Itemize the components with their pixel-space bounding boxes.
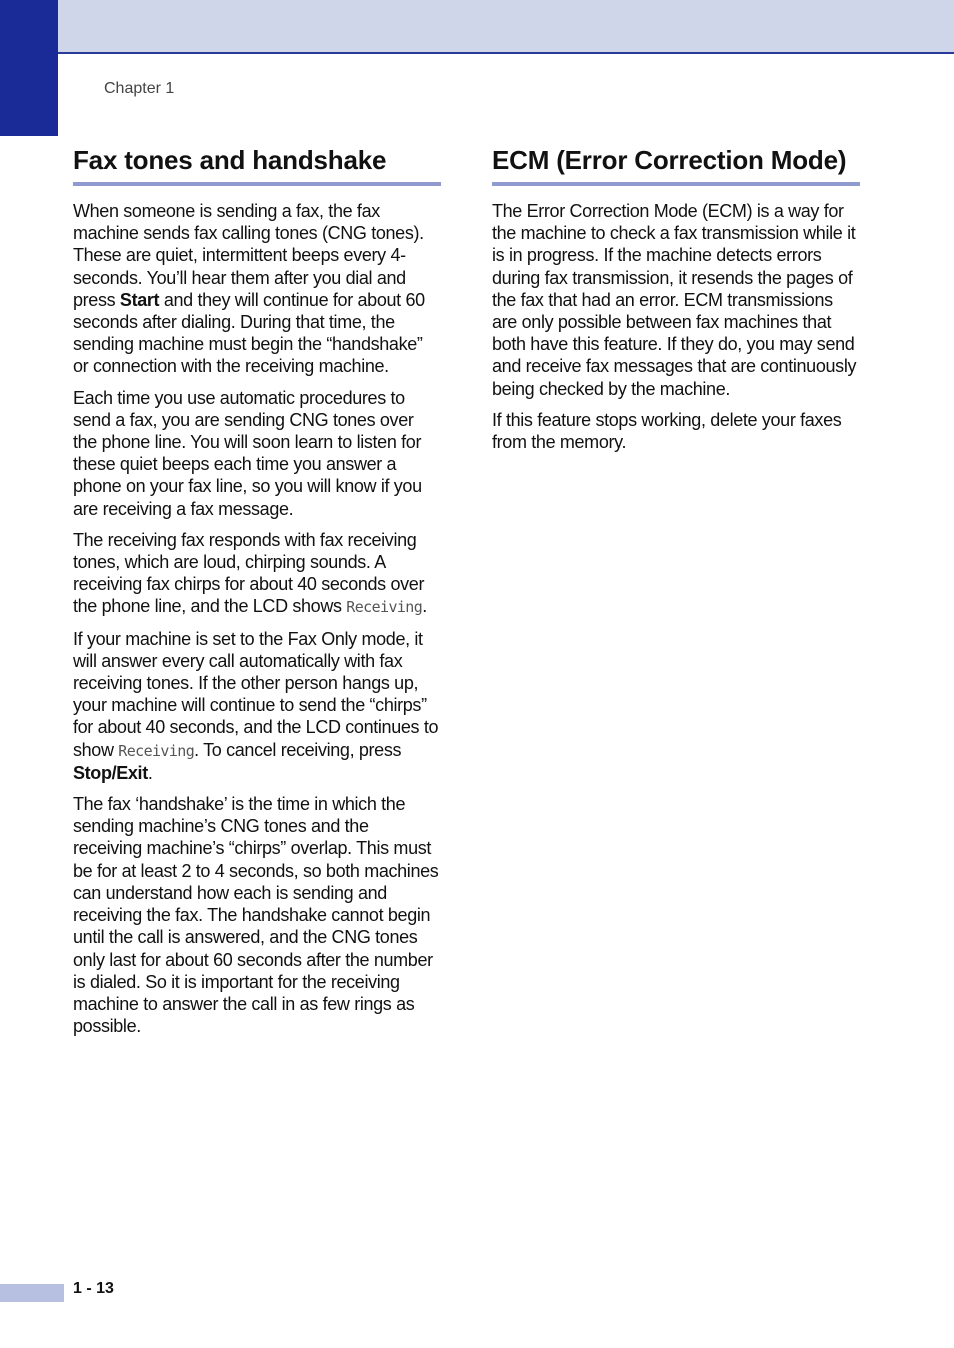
paragraph: The Error Correction Mode (ECM) is a way for the machine to check a fax transmission while it is in progress. If the machine detects errors during fax transmission, it resends the pages of the fax that had an error. ECM transmissions are only possible between fax machines that both have this feature. If they do, you may send and receive fax messages that are continuously being checked by the machine. bbox=[492, 201, 857, 399]
page-number-tab bbox=[0, 1284, 64, 1302]
paragraph: The fax ‘handshake’ is the time in which the sending machine’s CNG tones and the receiving machine’s “chirps” overlap. This must be for at least 2 to 4 seconds, so both machines can understand how each is sending and receiving the fax. The handshake cannot begin until the call is answered, and the CNG tones only last for about 60 seconds after the number is dialed. So it is important for the receiving machine to answer the call in as few rings as possible. bbox=[73, 794, 439, 1037]
right-column bbox=[492, 144, 860, 462]
chapter-label: Chapter 1 bbox=[104, 80, 175, 97]
start-key-label: Start bbox=[119, 289, 160, 310]
paragraph: Each time you use automatic procedures to send a fax, you are sending CNG tones over the phone line. You will soon learn to listen for these quiet beeps each time you answer a phone on your fax line, so you will know if you are receiving a fax message. bbox=[73, 387, 422, 519]
chapter-tab-block bbox=[0, 0, 58, 136]
paragraph: If this feature stops working, delete your faxes from the memory. bbox=[492, 409, 842, 453]
right-column-body bbox=[492, 200, 860, 453]
header-band bbox=[58, 0, 954, 54]
paragraph: The receiving fax responds with fax receiving tones, which are loud, chirping sounds. A receiving fax chirps for about 40 seconds over the phone line, and the LCD shows Receiving. bbox=[73, 529, 427, 617]
stop-exit-key-label: Stop/Exit bbox=[73, 762, 148, 783]
paragraph: If your machine is set to the Fax Only mode, it will answer every call automatically with fax receiving tones. If the other person hangs up, your machine will continue to send the “chirps” for about 40 seconds, and the LCD continues to show Receiving. To cancel receiving, press Stop/Exit. bbox=[73, 628, 439, 783]
lcd-message: Receiving bbox=[346, 598, 423, 617]
page-number: 1 - 13 bbox=[73, 1280, 114, 1297]
left-column bbox=[73, 144, 441, 1046]
section-title-fax-tones: Fax tones and handshake bbox=[73, 144, 441, 186]
paragraph: When someone is sending a fax, the fax machine sends fax calling tones (CNG tones). These are quiet, intermittent beeps every 4-seconds. You’ll hear them after you dial and press Start and they will continue for about 60 seconds after dialing. During that time, the sending machine must begin the “handshake” or connection with the receiving machine. bbox=[73, 201, 425, 377]
section-title-ecm: ECM (Error Correction Mode) bbox=[492, 144, 860, 186]
lcd-message: Receiving bbox=[118, 741, 195, 760]
left-column-body bbox=[73, 200, 441, 1037]
